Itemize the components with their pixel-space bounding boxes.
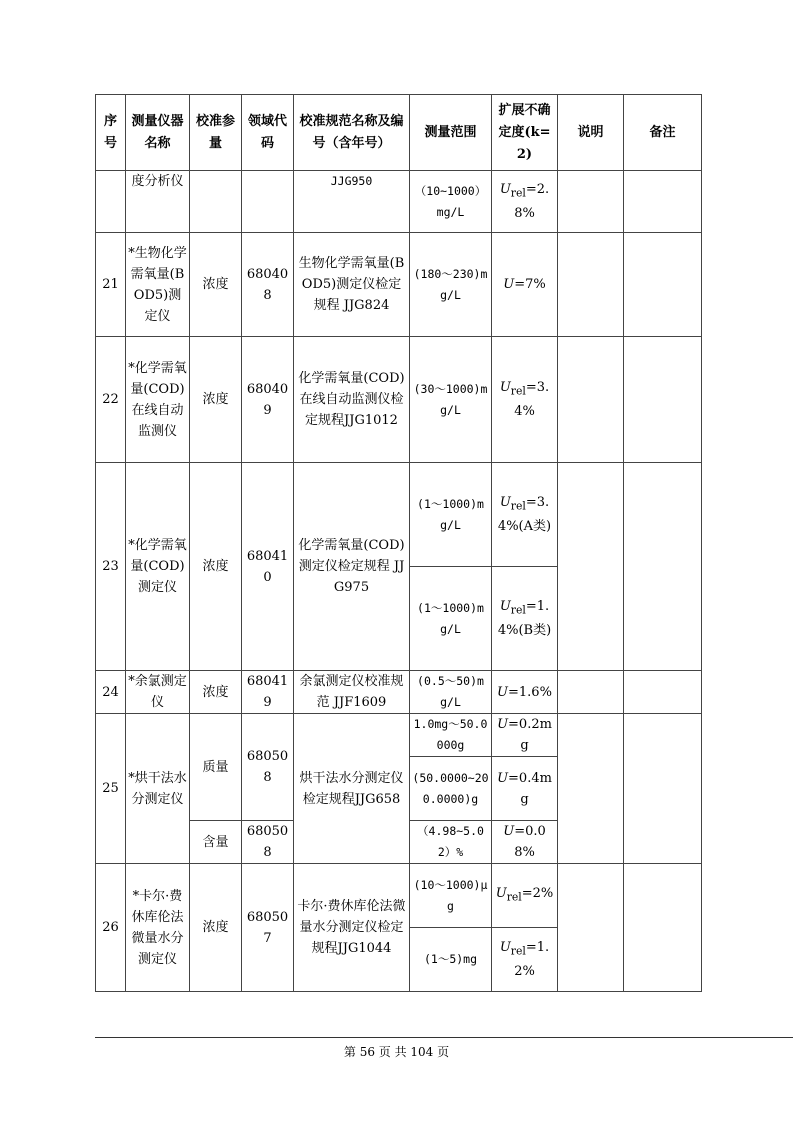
row21-instrument: *生物化学需氧量(BOD5)测定仪	[126, 233, 190, 337]
row26-uncertainty-1: $U_{rel}=2\%$	[492, 864, 558, 928]
header-param: 校准参量	[190, 95, 242, 171]
header-seq: 序号	[96, 95, 126, 171]
row23-note	[558, 463, 624, 671]
table-row-24	[96, 671, 702, 714]
row26-seq: 26	[96, 864, 126, 992]
calibration-table	[95, 94, 702, 992]
row25-param-1: 质量	[190, 714, 242, 821]
row24-remark	[624, 671, 702, 714]
row26-spec: 卡尔·费休库伦法微量水分测定仪检定规程JJG1044	[294, 864, 410, 992]
row22-code: 680409	[242, 337, 294, 463]
header-row	[96, 95, 702, 171]
row25-uncertainty-3: U=0.08%	[492, 821, 558, 864]
row23-range-b: (1～1000)mg/L	[410, 567, 492, 671]
header-note: 说明	[558, 95, 624, 171]
row23-param: 浓度	[190, 463, 242, 671]
header-range: 测量范围	[410, 95, 492, 171]
row22-note	[558, 337, 624, 463]
page-number: 第 56 页 共 104 页	[343, 1045, 450, 1059]
row26-param: 浓度	[190, 864, 242, 992]
cont-seq	[96, 171, 126, 233]
row25-range-2: (50.0000~200.0000)g	[410, 757, 492, 821]
row24-note	[558, 671, 624, 714]
cont-param	[190, 171, 242, 233]
table-row-25a	[96, 714, 702, 757]
row22-remark	[624, 337, 702, 463]
row25-seq: 25	[96, 714, 126, 864]
row26-remark	[624, 864, 702, 992]
row23-uncertainty-a: $U_{rel}=3.4\%(A$类)	[492, 463, 558, 567]
row24-seq: 24	[96, 671, 126, 714]
cont-spec: JJG950	[294, 171, 410, 233]
row21-remark	[624, 233, 702, 337]
row23-code: 680410	[242, 463, 294, 671]
header-uncertainty: 扩展不确定度(k=2)	[492, 95, 558, 171]
row23-uncertainty-b: $U_{rel}=1.4\%(B$类)	[492, 567, 558, 671]
cont-remark	[624, 171, 702, 233]
row25-code-2: 680508	[242, 821, 294, 864]
row22-param: 浓度	[190, 337, 242, 463]
row21-seq: 21	[96, 233, 126, 337]
row26-uncertainty-2: $U_{rel}=1.2\%$	[492, 928, 558, 992]
header-remark: 备注	[624, 95, 702, 171]
row21-spec: 生物化学需氧量(BOD5)测定仪检定规程 JJG824	[294, 233, 410, 337]
row26-range-2: (1～5)mg	[410, 928, 492, 992]
row22-seq: 22	[96, 337, 126, 463]
row26-instrument: *卡尔·费休库伦法微量水分测定仪	[126, 864, 190, 992]
row25-param-2: 含量	[190, 821, 242, 864]
row25-uncertainty-1: U=0.2mg	[492, 714, 558, 757]
row21-uncertainty: U=7%	[492, 233, 558, 337]
row23-seq: 23	[96, 463, 126, 671]
row22-uncertainty: $U_{rel}=3.4\%$	[492, 337, 558, 463]
row23-remark	[624, 463, 702, 671]
row21-note	[558, 233, 624, 337]
row25-note	[558, 714, 624, 864]
row26-code: 680507	[242, 864, 294, 992]
row25-instrument: *烘干法水分测定仪	[126, 714, 190, 864]
row23-instrument: *化学需氧量(COD)测定仪	[126, 463, 190, 671]
row25-spec: 烘干法水分测定仪检定规程JJG658	[294, 714, 410, 864]
row22-range: (30～1000)mg/L	[410, 337, 492, 463]
table-row-continued	[96, 171, 702, 233]
row24-instrument: *余氯测定仪	[126, 671, 190, 714]
row24-uncertainty: U=1.6%	[492, 671, 558, 714]
row21-param: 浓度	[190, 233, 242, 337]
table-row-26a	[96, 864, 702, 928]
row24-range: (0.5～50)mg/L	[410, 671, 492, 714]
row23-range-a: (1～1000)mg/L	[410, 463, 492, 567]
row26-note	[558, 864, 624, 992]
header-spec: 校准规范名称及编号（含年号）	[294, 95, 410, 171]
table-row-22	[96, 337, 702, 463]
footer-divider	[95, 1037, 793, 1038]
cont-uncertainty: $U_{rel}=2.8\%$	[492, 171, 558, 233]
row24-spec: 余氯测定仪校准规范 JJF1609	[294, 671, 410, 714]
header-instrument: 测量仪器名称	[126, 95, 190, 171]
row25-code-1: 680508	[242, 714, 294, 821]
table-row-21	[96, 233, 702, 337]
row25-remark	[624, 714, 702, 864]
header-code: 领域代码	[242, 95, 294, 171]
cont-code	[242, 171, 294, 233]
cont-instrument: 度分析仪	[126, 171, 190, 233]
row25-range-3: （4.98~5.02）%	[410, 821, 492, 864]
row25-range-1: 1.0mg～50.0000g	[410, 714, 492, 757]
row24-param: 浓度	[190, 671, 242, 714]
cont-range: （10~1000）mg/L	[410, 171, 492, 233]
row22-spec: 化学需氧量(COD)在线自动监测仪检定规程JJG1012	[294, 337, 410, 463]
table-row-23a	[96, 463, 702, 567]
row22-instrument: *化学需氧量(COD)在线自动监测仪	[126, 337, 190, 463]
row24-code: 680419	[242, 671, 294, 714]
row21-range: (180～230)mg/L	[410, 233, 492, 337]
row21-code: 680408	[242, 233, 294, 337]
row25-uncertainty-2: U=0.4mg	[492, 757, 558, 821]
cont-note	[558, 171, 624, 233]
row23-spec: 化学需氧量(COD)测定仪检定规程 JJG975	[294, 463, 410, 671]
calibration-table-wrapper	[95, 94, 702, 992]
row26-range-1: (10～1000)μg	[410, 864, 492, 928]
